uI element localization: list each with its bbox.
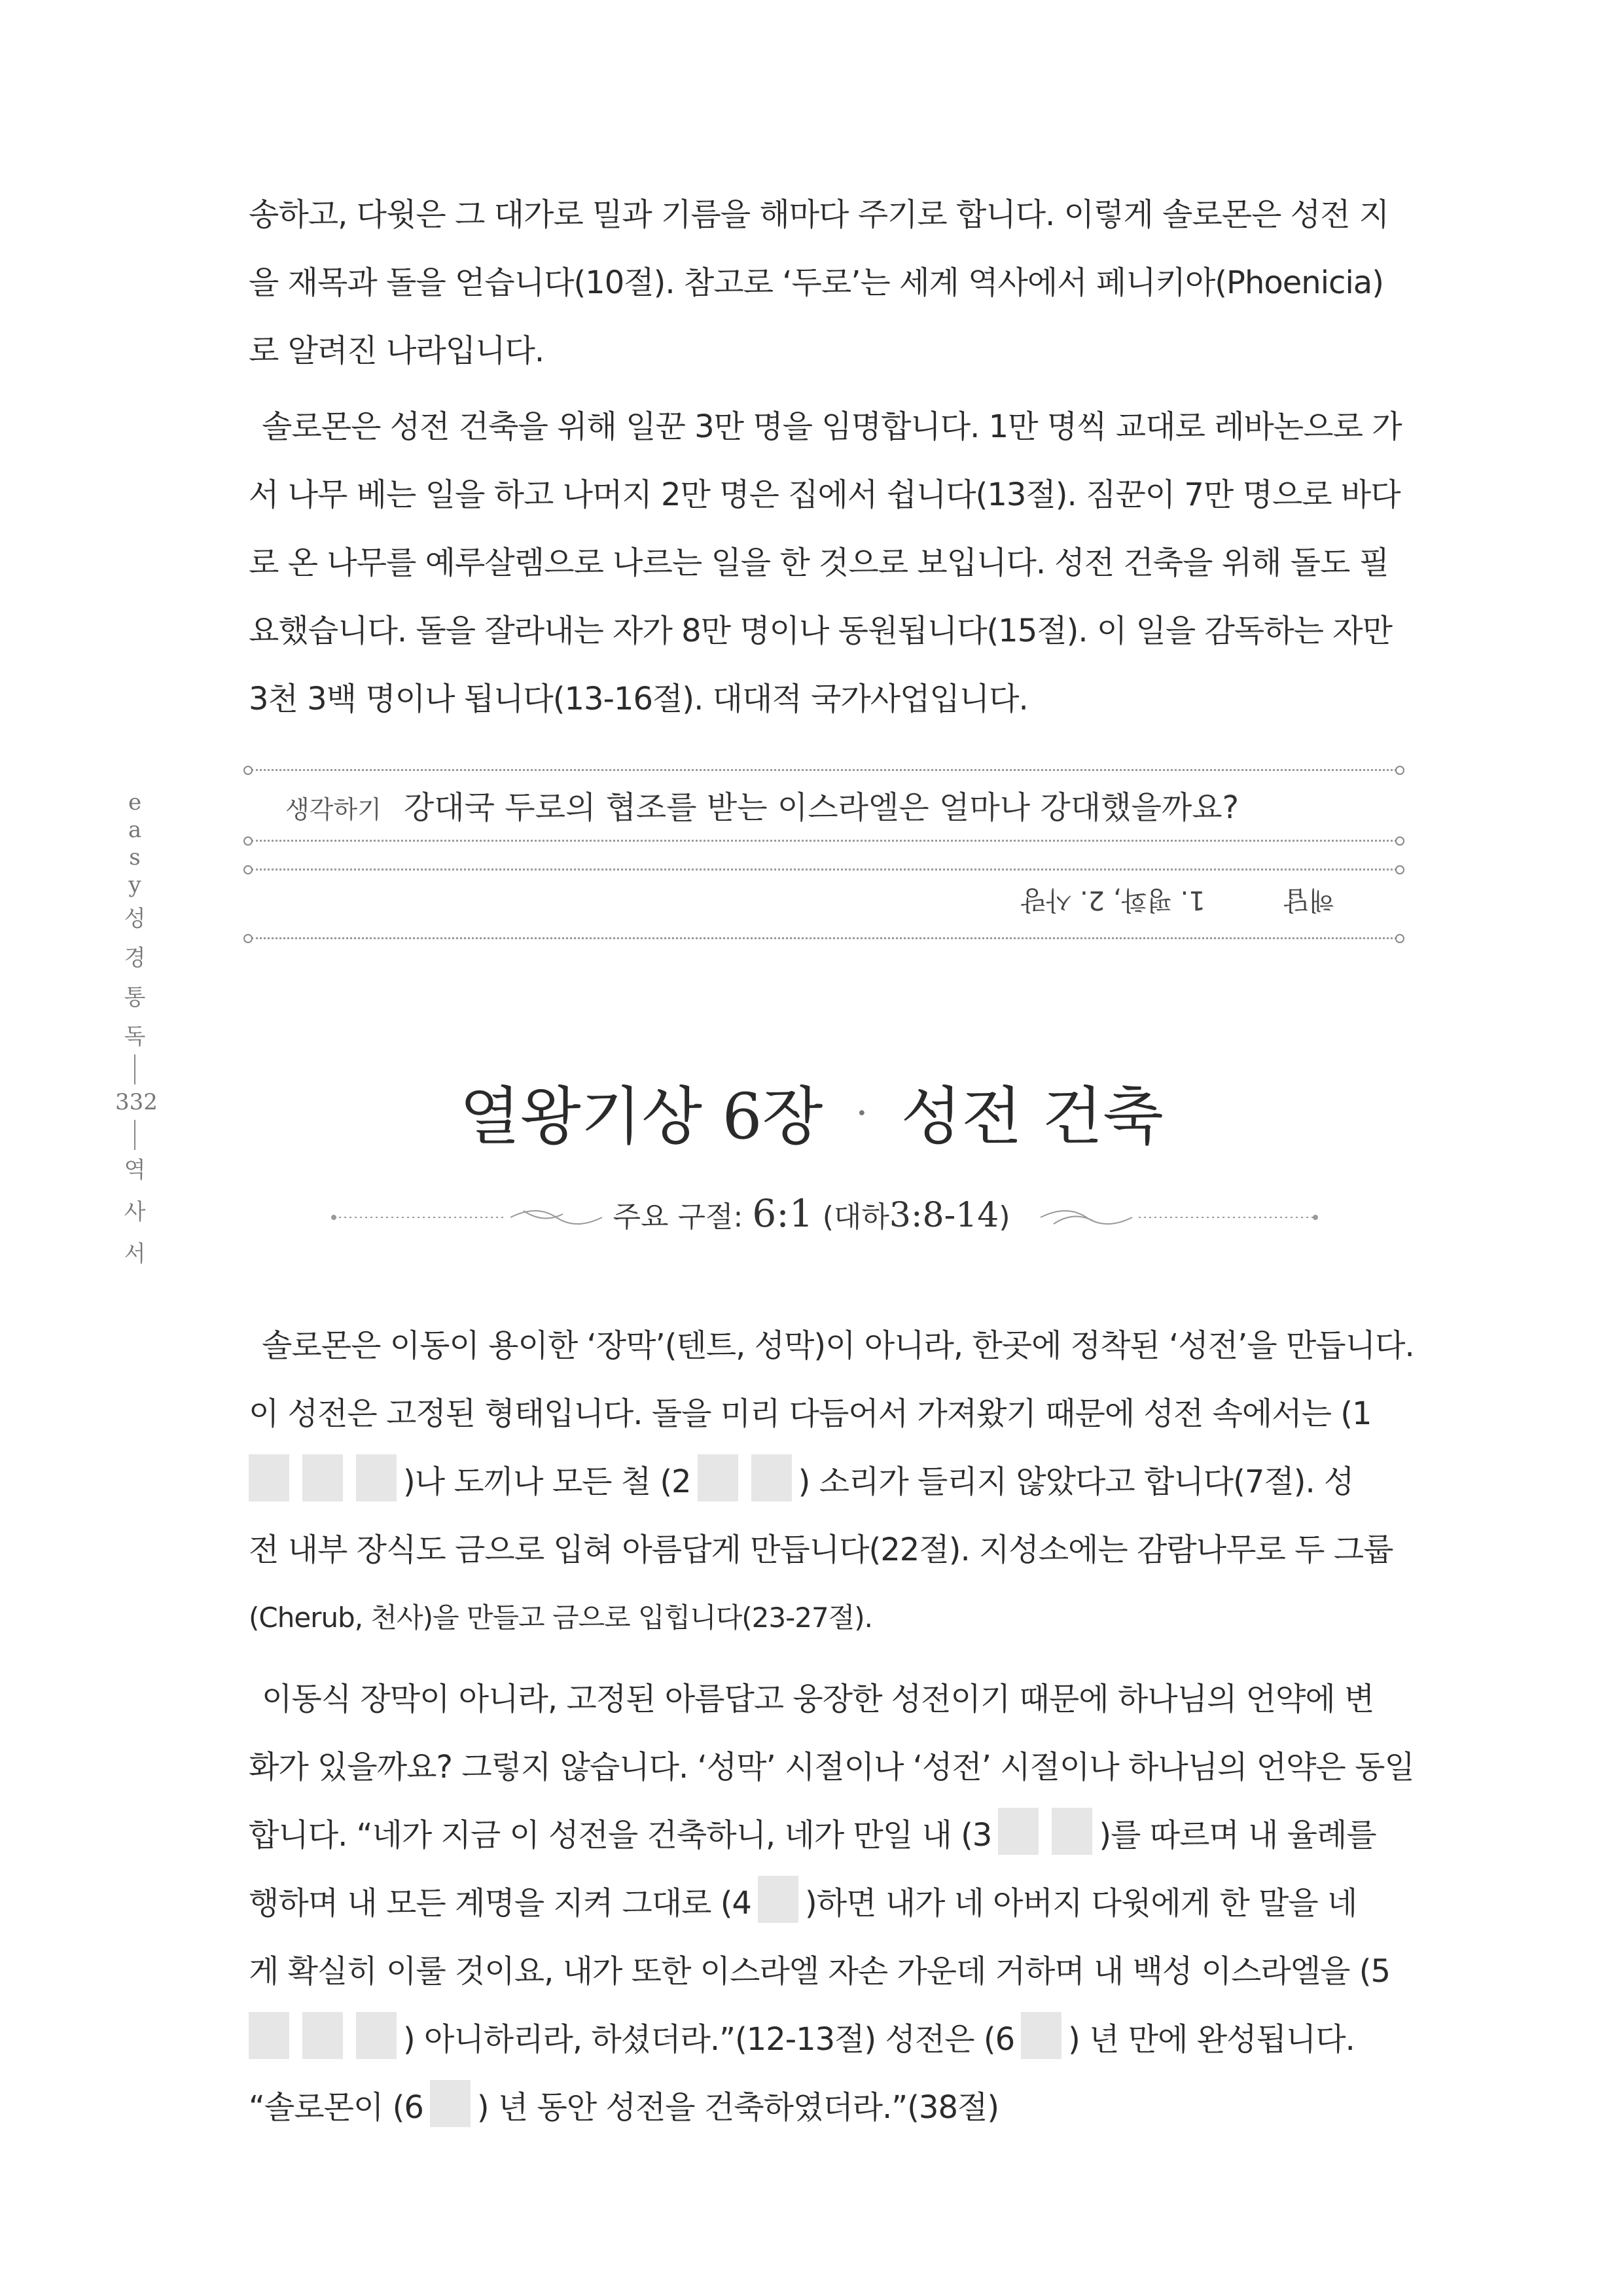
think-label: 생각하기: [285, 795, 382, 824]
answer-blank[interactable]: [356, 1454, 397, 1501]
key-verse-parallel-ref: 3:8-14: [889, 1196, 999, 1235]
text-line: [249, 1801, 1400, 1869]
text-line: 이 성전은 고정된 형태입니다. 돌을 미리 다듬어서 가져왔기 때문에 성전 속에서는 (1: [249, 1395, 1372, 1432]
series-letter: 성: [124, 906, 146, 932]
key-verse: [0, 1191, 1623, 1236]
text-segment: ) 년 동안 성전을 건축하였더라.”(38절): [476, 2089, 999, 2126]
key-verse-ref: 6:1: [752, 1191, 813, 1236]
text-segment: )하면 내가 네 아버지 다윗에게 한 말을 네: [804, 1885, 1357, 1922]
think-box-border: [251, 840, 1397, 842]
text-line: 전 내부 장식도 금으로 입혀 아름답게 만듭니다(22절). 지성소에는 감람나무로 두 그룹: [249, 1532, 1393, 1568]
key-verse-parallel-close: ): [999, 1200, 1010, 1234]
separator-dot: ·: [855, 1090, 868, 1136]
text-line: 로 온 나무를 예루살렘으로 나르는 일을 한 것으로 보입니다. 성전 건축을 위해 돌도 필: [249, 545, 1389, 581]
text-line: [249, 1448, 1400, 1516]
think-question: 강대국 두로의 협조를 받는 이스라엘은 얼마나 강대했을까요?: [403, 789, 1240, 826]
answer-upside-down: [1021, 884, 1334, 921]
text-line: 이동식 장막이 아니라, 고정된 아름답고 웅장한 성전이기 때문에 하나님의 언약에 변: [262, 1681, 1374, 1717]
text-line: 송하고, 다윗은 그 대가로 밀과 기름을 해마다 주기로 합니다. 이렇게 솔로몬은 성전 지: [249, 196, 1389, 233]
series-letter: 통: [124, 984, 146, 1011]
answer-blank[interactable]: [698, 1454, 738, 1501]
text-segment: “솔로몬이 (6: [249, 2089, 423, 2126]
answer-blank[interactable]: [751, 1454, 792, 1501]
paragraph-2: [249, 393, 1400, 733]
page-number: 332: [115, 1089, 158, 1115]
section-letter: 역: [124, 1157, 146, 1183]
text-segment: ) 소리가 들리지 않았다고 합니다(7절). 성: [798, 1463, 1354, 1500]
text-line: 솔로몬은 이동이 용이한 ‘장막’(텐트, 성막)이 아니라, 한곳에 정착된 ‘성전’을 만듭니다.: [262, 1327, 1414, 1364]
series-letter: a: [128, 817, 142, 843]
paragraph-3: [249, 1312, 1414, 1652]
think-box: [285, 782, 1239, 827]
text-line: [249, 2073, 1400, 2142]
text-segment: ) 아니하리라, 하셨더라.”(12-13절) 성전은 (6: [403, 2021, 1015, 2058]
series-letter: 경: [124, 945, 146, 971]
section-letter: 사: [124, 1199, 146, 1225]
chapter-title: 성전 건축: [901, 1080, 1164, 1153]
series-letter: e: [128, 789, 142, 816]
answer-label: 해답: [1283, 885, 1335, 915]
text-line: 게 확실히 이룰 것이요, 내가 또한 이스라엘 자손 가운데 거하며 내 백성 이스라엘을 (5: [249, 1953, 1391, 1990]
text-line: 요했습니다. 돌을 잘라내는 자가 8만 명이나 동원됩니다(15절). 이 일을 감독하는 자만: [249, 613, 1392, 649]
text-segment: )나 도끼나 모든 철 (2: [403, 1463, 691, 1500]
answer-box-border: [251, 937, 1397, 939]
answer-blank[interactable]: [998, 1808, 1039, 1855]
series-letter: y: [128, 872, 141, 898]
paragraph-1: [249, 181, 1400, 385]
text-line: 로 알려진 나라입니다.: [249, 332, 544, 369]
text-line: 솔로몬은 성전 건축을 위해 일꾼 3만 명을 임명합니다. 1만 명씩 교대로 레바논으로 가: [262, 408, 1402, 445]
key-verse-label: 주요 구절:: [613, 1200, 743, 1234]
text-segment: ) 년 만에 완성됩니다.: [1068, 2021, 1355, 2058]
text-line: [249, 2005, 1400, 2073]
answer-box-border: [251, 869, 1397, 870]
paragraph-4: [249, 1665, 1414, 2142]
text-line: [249, 1869, 1400, 1937]
section-letter: 서: [124, 1241, 146, 1267]
answer-blank[interactable]: [1052, 1808, 1092, 1855]
text-line: (Cherub, 천사)을 만들고 금으로 입힙니다(23-27절).: [249, 1602, 873, 1634]
answer-blank[interactable]: [430, 2080, 471, 2127]
text-line: 화가 있을까요? 그렇지 않습니다. ‘성막’ 시절이나 ‘성전’ 시절이나 하나님의 언약은 동일: [249, 1749, 1414, 1785]
answer-blank[interactable]: [249, 1454, 289, 1501]
series-letter: 독: [124, 1024, 146, 1050]
text-segment: 행하며 내 모든 계명을 지켜 그대로 (4: [249, 1885, 751, 1922]
answer-blank[interactable]: [302, 2012, 343, 2059]
key-verse-parallel-open: (대하: [822, 1200, 889, 1234]
text-line: 서 나무 베는 일을 하고 나머지 2만 명은 집에서 쉽니다(13절). 짐꾼이 7만 명으로 바다: [249, 476, 1400, 513]
answer-text: 1. 평화, 2. 사랑: [1021, 885, 1205, 915]
think-box-border: [251, 769, 1397, 771]
answer-blank[interactable]: [1021, 2012, 1061, 2059]
chapter-heading: [0, 1067, 1623, 1157]
right-ornament-icon: [1034, 1201, 1322, 1234]
series-letter: s: [129, 844, 141, 870]
text-line: 을 재목과 돌을 얻습니다(10절). 참고로 ‘두로’는 세계 역사에서 페니키아(Phoenicia): [249, 264, 1383, 301]
text-line: 3천 3백 명이나 됩니다(13-16절). 대대적 국가사업입니다.: [249, 681, 1028, 717]
text-segment: )를 따르며 내 율례를: [1099, 1817, 1376, 1854]
answer-blank[interactable]: [249, 2012, 289, 2059]
answer-blank[interactable]: [758, 1876, 798, 1923]
text-segment: 합니다. “네가 지금 이 성전을 건축하니, 네가 만일 내 (3: [249, 1817, 992, 1854]
answer-blank[interactable]: [356, 2012, 397, 2059]
answer-blank[interactable]: [302, 1454, 343, 1501]
book-chapter: 열왕기상 6장: [459, 1080, 823, 1153]
